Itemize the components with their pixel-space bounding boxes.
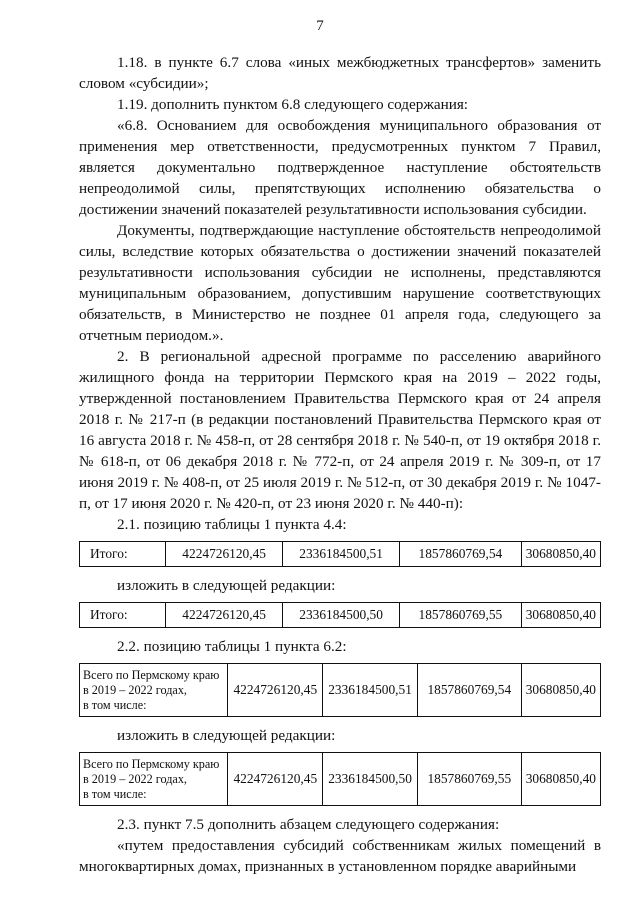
label-line: Всего по Пермскому краю [83,756,220,771]
paragraph-2-2: 2.2. позицию таблицы 1 пункта 6.2: [117,638,347,655]
table-cell-label: Итого: [80,542,166,567]
label-line: в том числе: [83,786,147,801]
table2-new [79,752,601,806]
paragraph-1-18: 1.18. в пункте 6.7 слова «иных межбюджетных трансфертов» заменить словом «субсидии»; [79,54,601,92]
paragraph-1-19: 1.19. дополнить пунктом 6.8 следующего содержания: [117,96,469,113]
table-cell: 4224726120,45 [166,603,283,628]
table-cell-label [80,753,228,806]
table-cell: 2336184500,51 [323,664,418,717]
table-cell: 2336184500,50 [283,603,400,628]
table-cell: 1857860769,55 [400,603,522,628]
table-cell-label [80,664,228,717]
replace-text-1: изложить в следующей редакции: [117,577,336,594]
document-body [79,52,601,877]
table-cell-label: Итого: [80,603,166,628]
table1-new [79,602,601,628]
paragraph-documents: Документы, подтверждающие наступление обстоятельств непреодолимой силы, вследствие которых обязательства о достижении значений показателей результативности использования субсидии не исполнены, представляются муниципальным образованием, допустившим нарушение соответствующих обязательств, в Министерство не позднее 01 апреля года, следующего за отчетным периодом.». [79,222,601,344]
table-cell: 1857860769,55 [417,753,521,806]
paragraph-quote: «путем предоставления субсидий собственникам жилых помещений в многоквартирных домах, признанных в установленном порядке аварийными [79,837,601,875]
paragraph-2-3: 2.3. пункт 7.5 дополнить абзацем следующего содержания: [117,816,500,833]
table-cell: 30680850,40 [521,542,600,567]
label-line: в 2019 – 2022 годах, [83,771,187,786]
replace-text-2: изложить в следующей редакции: [117,727,336,744]
table-cell: 2336184500,51 [283,542,400,567]
page-number: 7 [316,18,324,34]
table-row [80,664,601,717]
table-cell: 30680850,40 [521,603,600,628]
table-cell: 4224726120,45 [228,664,323,717]
paragraph-2-1: 2.1. позицию таблицы 1 пункта 4.4: [117,516,347,533]
table-row [80,542,601,567]
label-line: Всего по Пермскому краю [83,667,220,682]
table2-old [79,663,601,717]
table-cell: 1857860769,54 [417,664,521,717]
table-cell: 4224726120,45 [166,542,283,567]
table-cell: 30680850,40 [521,753,600,806]
table-row [80,603,601,628]
table-cell: 2336184500,50 [323,753,418,806]
table1-old [79,541,601,567]
label-line: в том числе: [83,697,147,712]
table-cell: 4224726120,45 [228,753,323,806]
label-line: в 2019 – 2022 годах, [83,682,187,697]
paragraph-2: 2. В региональной адресной программе по расселению аварийного жилищного фонда на территории Пермского края на 2019 – 2022 годы, утвержденной постановлением Правительства Пермского края от 24 апреля 2018 г. № 217-п (в редакции постановлений Правительства Пермского края от 16 августа 2018 г. № 458-п, от 28 сентября 2018 г. № 540-п, от 19 октября 2018 г. № 618-п, от 06 декабря 2018 г. № 772-п, от 24 апреля 2019 г. № 309-п, от 17 июня 2019 г. № 408-п, от 25 июля 2019 г. № 512-п, от 30 декабря 2019 г. № 1047-п, от 17 июня 2020 г. № 420-п, от 23 июня 2020 г. № 440-п): [79,348,601,512]
table-row [80,753,601,806]
table-cell: 30680850,40 [521,664,600,717]
paragraph-6-8: «6.8. Основанием для освобождения муниципального образования от применения мер ответственности, предусмотренных пунктом 7 Правил, является документально подтвержденное наступление обстоятельств непреодолимой силы, препятствующих исполнению обязательства о достижении значений показателей результативности использования субсидии. [79,117,601,218]
table-cell: 1857860769,54 [400,542,522,567]
